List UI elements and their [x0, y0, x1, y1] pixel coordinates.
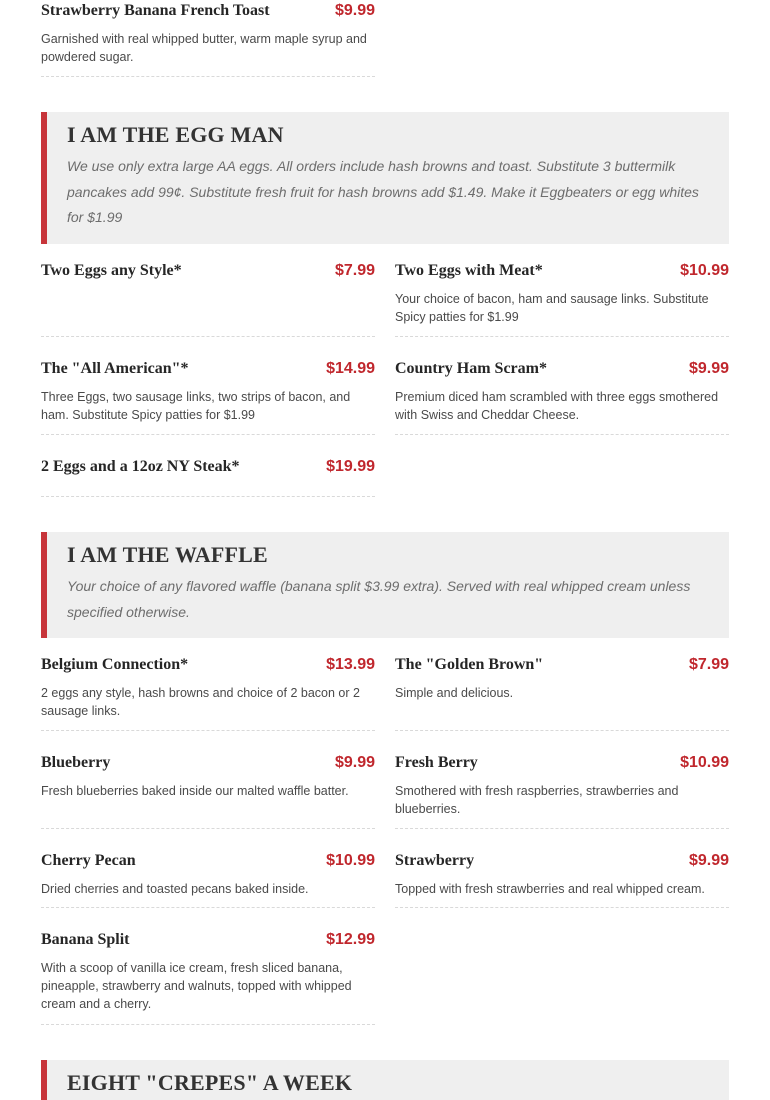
section-title: EIGHT "CREPES" A WEEK — [67, 1070, 353, 1095]
section-title: I AM THE EGG MAN — [67, 122, 284, 147]
item-name: Two Eggs with Meat* — [395, 262, 543, 279]
item-price: $7.99 — [688, 656, 729, 673]
item-price: $13.99 — [326, 656, 375, 673]
item-description: Smothered with fresh raspberries, strawberries and blueberries. — [395, 784, 679, 816]
menu-item — [41, 754, 375, 829]
item-description: 2 eggs any style, hash browns and choice of 2 bacon or 2 sausage links. — [41, 686, 360, 718]
menu-item — [41, 656, 375, 731]
item-price: $7.99 — [334, 262, 375, 279]
item-price: $10.99 — [680, 754, 729, 771]
item-description: Garnished with real whipped butter, warm maple syrup and powdered sugar. — [41, 32, 367, 64]
menu-item — [395, 262, 729, 337]
item-price: $10.99 — [326, 852, 375, 869]
item-price: $14.99 — [326, 360, 375, 377]
item-price: $9.99 — [688, 360, 729, 377]
item-description: With a scoop of vanilla ice cream, fresh sliced banana, pineapple, strawberry and walnuts, topped with whipped cream and a cherry. — [41, 961, 352, 1011]
section-header-waffle — [41, 532, 729, 638]
item-description: Fresh blueberries baked inside our malted waffle batter. — [41, 784, 349, 798]
item-description: Simple and delicious. — [395, 686, 514, 700]
item-name: Belgium Connection* — [41, 656, 189, 673]
item-description: Your choice of bacon, ham and sausage links. Substitute Spicy patties for $1.99 — [395, 292, 709, 324]
menu-item — [395, 360, 729, 435]
item-price: $19.99 — [326, 458, 375, 475]
item-description: Topped with fresh strawberries and real whipped cream. — [395, 882, 705, 896]
item-name: Strawberry — [395, 852, 475, 869]
item-name: Strawberry Banana French Toast — [41, 2, 270, 19]
section-note: Your choice of any flavored waffle (banana split $3.99 extra). Served with real whipped cream unless specified otherwise. — [67, 578, 691, 620]
section-header-crepes — [41, 1060, 729, 1100]
item-description: Premium diced ham scrambled with three eggs smothered with Swiss and Cheddar Cheese. — [395, 390, 719, 422]
item-name: Fresh Berry — [395, 754, 478, 771]
item-name: The "Golden Brown" — [395, 656, 544, 673]
menu-item — [41, 852, 375, 908]
item-name: Country Ham Scram* — [395, 360, 547, 377]
item-name: Blueberry — [41, 754, 111, 771]
item-name: 2 Eggs and a 12oz NY Steak* — [41, 458, 240, 475]
item-name: Banana Split — [41, 931, 130, 948]
item-name: Two Eggs any Style* — [41, 262, 182, 279]
section-header-egg — [41, 112, 729, 244]
menu-item — [41, 458, 375, 497]
menu-item — [395, 656, 729, 731]
item-description: Three Eggs, two sausage links, two strips of bacon, and ham. Substitute Spicy patties for $1.99 — [41, 390, 351, 422]
item-name: The "All American"* — [41, 360, 189, 377]
item-name: Cherry Pecan — [41, 852, 136, 869]
item-price: $10.99 — [680, 262, 729, 279]
menu-item — [41, 931, 375, 1025]
menu-item — [395, 852, 729, 908]
menu-item — [41, 262, 375, 337]
item-price: $9.99 — [334, 754, 375, 771]
section-title: I AM THE WAFFLE — [67, 542, 268, 567]
menu-item — [41, 360, 375, 435]
menu-item — [41, 2, 375, 77]
item-price: $9.99 — [334, 2, 375, 19]
section-note: We use only extra large AA eggs. All orders include hash browns and toast. Substitute 3 buttermilk pancakes add 99¢. Substitute fresh fruit for hash browns add $1.49. Make it Eggbeaters or egg whites for $1.99 — [67, 158, 699, 225]
menu-item — [395, 754, 729, 829]
item-price: $12.99 — [326, 931, 375, 948]
item-price: $9.99 — [688, 852, 729, 869]
item-description: Dried cherries and toasted pecans baked inside. — [41, 882, 309, 896]
